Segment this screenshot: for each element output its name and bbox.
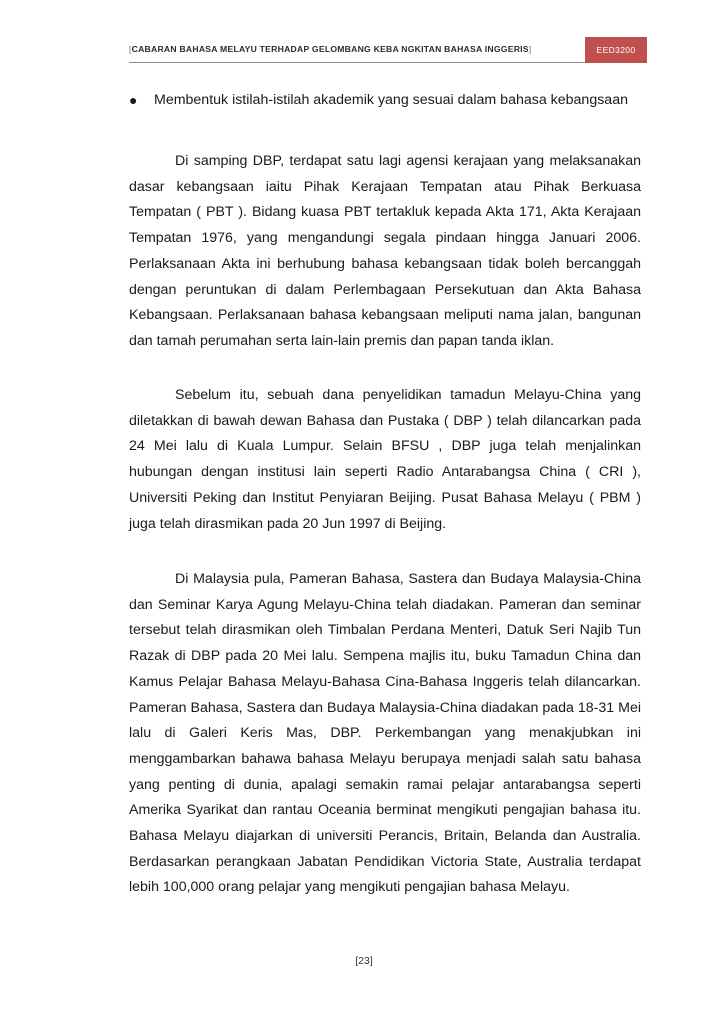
page-number: [23]	[355, 955, 373, 967]
header-bracket-close: ]	[528, 44, 532, 54]
bullet-icon: ●	[129, 92, 138, 108]
header-divider	[129, 62, 585, 63]
header-title	[129, 44, 531, 54]
section-heading	[129, 89, 641, 112]
page-header	[129, 37, 647, 63]
course-code-badge: EED3200	[585, 37, 647, 63]
header-bracket-open: [	[129, 44, 132, 54]
paragraph-2: Sebelum itu, sebuah dana penyelidikan tamadun Melayu-China yang diletakkan di bawah dewan Bahasa dan Pustaka ( DBP ) telah dilancarkan pada 24 Mei lalu di Kuala Lumpur. Selain BFSU , DBP juga telah menjalinkan hubungan dengan institusi lain seperti Radio Antarabangsa China ( CRI ), Universiti Peking dan Institut Penyiaran Beijing. Pusat Bahasa Melayu ( PBM ) juga telah dirasmikan pada 20 Jun 1997 di Beijing.	[129, 387, 641, 532]
section-heading-text: Membentuk istilah-istilah akademik yang sesuai dalam bahasa kebangsaan	[154, 92, 628, 108]
paragraph-1: Di samping DBP, terdapat satu lagi agensi kerajaan yang melaksanakan dasar kebangsaan iaitu Pihak Kerajaan Tempatan atau Pihak Berkuasa Tempatan ( PBT ). Bidang kuasa PBT tertakluk kepada Akta 171, Akta Kerajaan Tempatan 1976, yang mengandungi segala pindaan hingga Januari 2006. Perlaksanaan Akta ini berhubung bahasa kebangsaan tidak boleh bercanggah dengan peruntukan di dalam Perlembagaan Persekutuan dan Akta Bahasa Kebangsaan. Perlaksanaan bahasa kebangsaan meliputi nama jalan, bangunan dan tamah perumahan serta lain-lain premis dan papan tanda iklan.	[129, 153, 641, 349]
paragraph-3: Di Malaysia pula, Pameran Bahasa, Sastera dan Budaya Malaysia-China dan Seminar Karya Agung Melayu-China telah diadakan. Pameran dan seminar tersebut telah dirasmikan oleh Timbalan Perdana Menteri, Datuk Seri Najib Tun Razak di DBP pada 20 Mei lalu. Sempena majlis itu, buku Tamadun China dan Kamus Pelajar Bahasa Melayu-Bahasa Cina-Bahasa Inggeris telah dilancarkan. Pameran Bahasa, Sastera dan Budaya Malaysia-China diadakan pada 18-31 Mei lalu di Galeri Keris Mas, DBP. Perkembangan yang menakjubkan ini menggambarkan bahawa bahasa Melayu berupaya menjadi salah satu bahasa yang penting di dunia, apalagi semakin ramai pelajar antarabangsa seperti Amerika Syarikat dan rantau Oceania berminat mengikuti pengajian bahasa itu. Bahasa Melayu diajarkan di universiti Perancis, Britain, Belanda dan Australia. Berdasarkan perangkaan Jabatan Pendidikan Victoria State, Australia terdapat lebih 100,000 orang pelajar yang mengikuti pengajian bahasa Melayu.	[129, 571, 641, 896]
header-title-text: CABARAN BAHASA MELAYU TERHADAP GELOMBANG KEBA NGKITAN BAHASA INGGERIS	[131, 44, 529, 54]
